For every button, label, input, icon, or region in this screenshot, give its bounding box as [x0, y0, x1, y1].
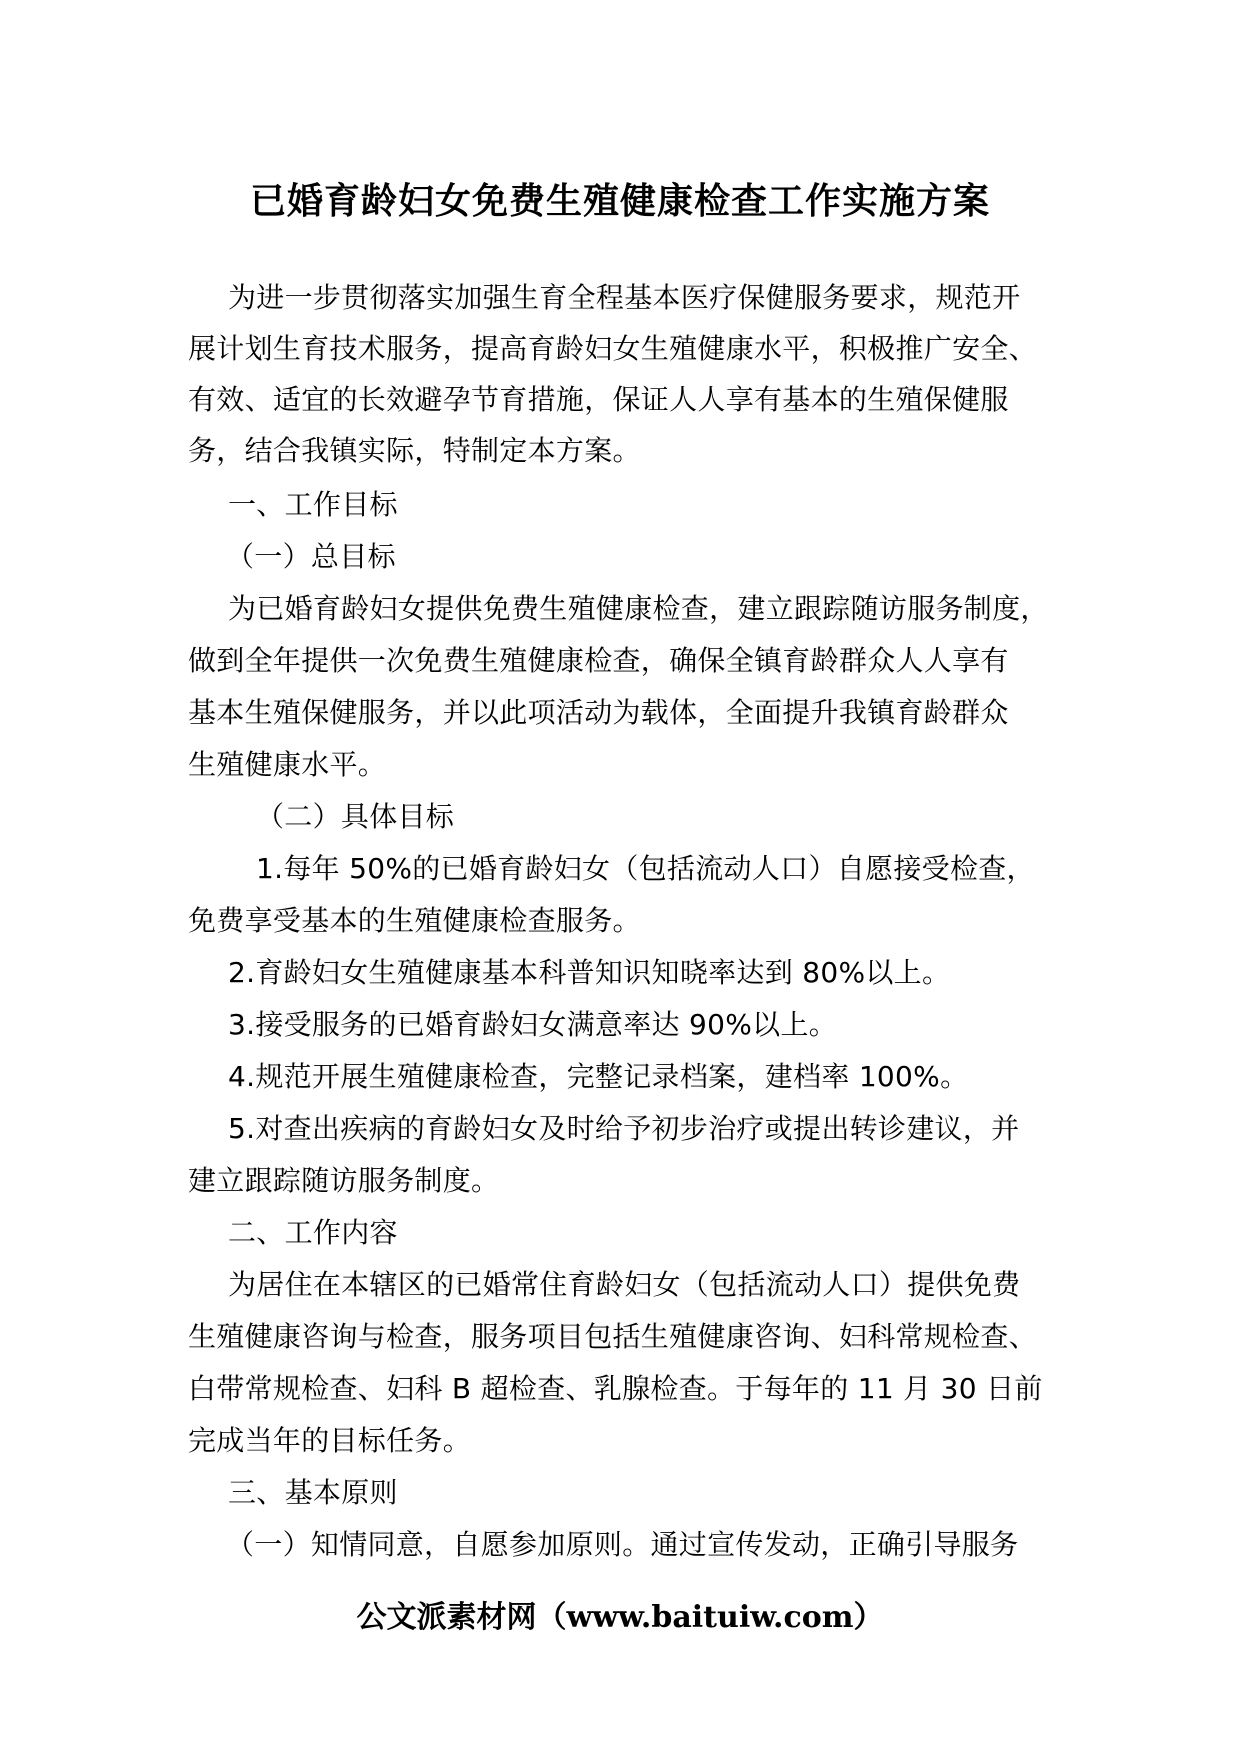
paragraph-line: 1.每年 50%的已婚育龄妇女（包括流动人口）自愿接受检查， [256, 852, 1035, 885]
section-heading: 三、基本原则 [228, 1476, 398, 1509]
paragraph-line: （一）知情同意，自愿参加原则。通过宣传发动，正确引导服务 [226, 1528, 1019, 1561]
paragraph-line: 建立跟踪随访服务制度。 [188, 1164, 500, 1197]
subsection-heading: （一）总目标 [226, 540, 396, 573]
paragraph-line: 务，结合我镇实际，特制定本方案。 [188, 434, 641, 467]
paragraph-line: 为居住在本辖区的已婚常住育龄妇女（包括流动人口）提供免费 [228, 1268, 1021, 1301]
document-title: 已婚育龄妇女免费生殖健康检查工作实施方案 [249, 180, 990, 222]
paragraph-line: 生殖健康水平。 [188, 748, 387, 781]
section-heading: 二、工作内容 [228, 1216, 398, 1249]
paragraph-line: 做到全年提供一次免费生殖健康检查，确保全镇育龄群众人人享有 [188, 644, 1009, 677]
paragraph-line: 4.规范开展生殖健康检查，完整记录档案，建档率 100%。 [228, 1060, 969, 1093]
paragraph-line: 生殖健康咨询与检查，服务项目包括生殖健康咨询、妇科常规检查、 [188, 1320, 1038, 1353]
paragraph-line: 完成当年的目标任务。 [188, 1424, 472, 1457]
paragraph-line: 免费享受基本的生殖健康检查服务。 [188, 904, 641, 937]
paragraph-line: 基本生殖保健服务，并以此项活动为载体，全面提升我镇育龄群众 [188, 696, 1009, 729]
paragraph-line: 3.接受服务的已婚育龄妇女满意率达 90%以上。 [228, 1008, 838, 1041]
section-heading: 一、工作目标 [228, 488, 398, 521]
paragraph-line: 为进一步贯彻落实加强生育全程基本医疗保健服务要求，规范开 [228, 281, 1021, 314]
paragraph-line: 白带常规检查、妇科 B 超检查、乳腺检查。于每年的 11 月 30 日前 [188, 1372, 1043, 1405]
paragraph-line: 为已婚育龄妇女提供免费生殖健康检查，建立跟踪随访服务制度， [228, 592, 1049, 625]
paragraph-line: 展计划生育技术服务，提高育龄妇女生殖健康水平，积极推广安全、 [188, 332, 1038, 365]
paragraph-line: 2.育龄妇女生殖健康基本科普知识知晓率达到 80%以上。 [228, 956, 951, 989]
subsection-heading: （二）具体目标 [256, 800, 455, 833]
paragraph-line: 有效、适宜的长效避孕节育措施，保证人人享有基本的生殖保健服 [188, 383, 1009, 416]
paragraph-line: 5.对查出疾病的育龄妇女及时给予初步治疗或提出转诊建议，并 [228, 1112, 1020, 1145]
footer-watermark: 公文派素材网（www.baituiw.com） [356, 1600, 884, 1635]
